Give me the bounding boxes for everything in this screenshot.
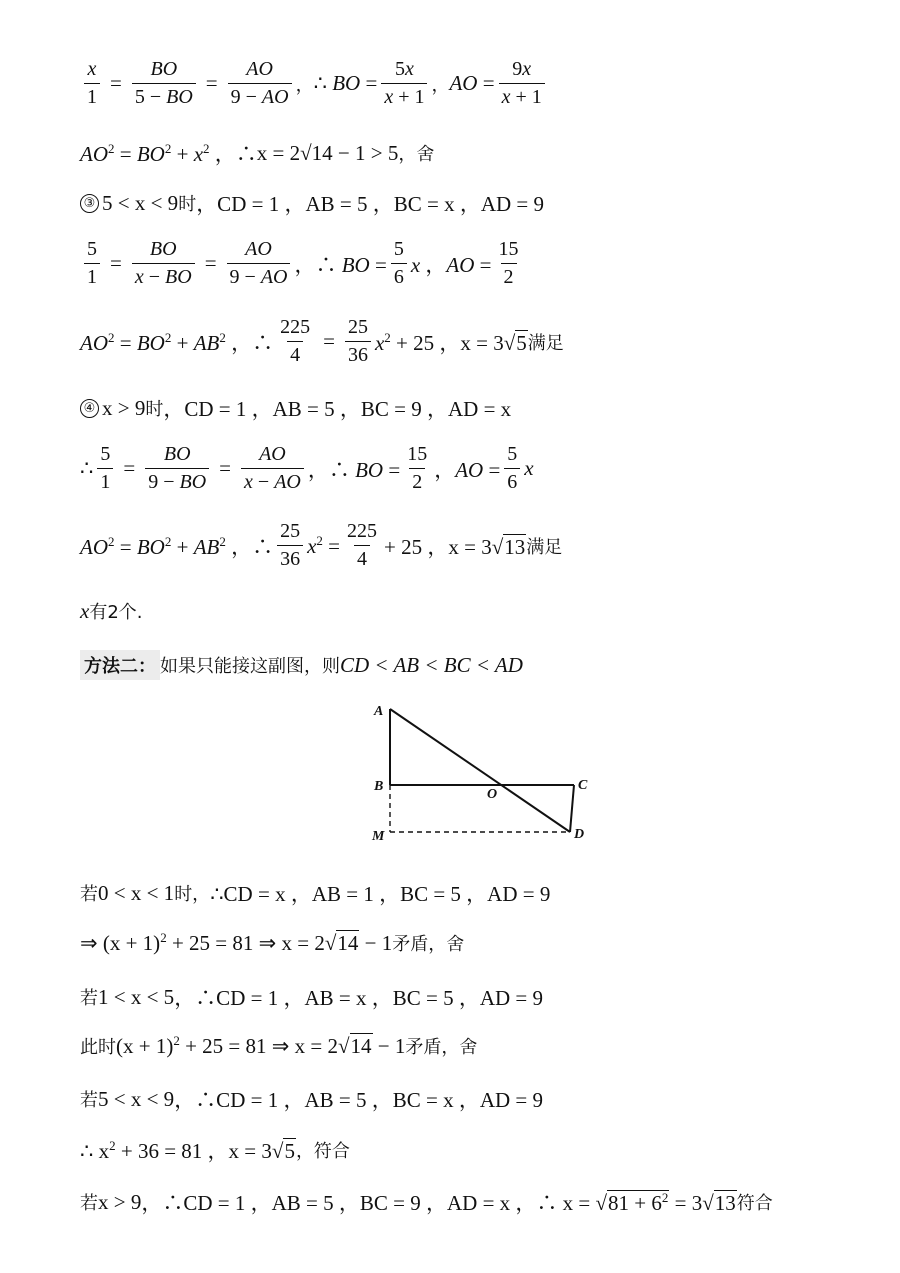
label-o: O <box>487 787 498 802</box>
equation-line-2: $AO^2 = BO^2 + x^2$ ，∴ x = 2√14 − 1 > 5 ，舍 <box>80 140 435 166</box>
label-b: B <box>374 779 384 794</box>
case-4-line: ④ x > 9 时 ，CD = 1 ，AB = 5 ，BC = 9 ，AD = x <box>80 393 880 423</box>
label-m: M <box>372 829 385 844</box>
label-d: D <box>574 827 585 842</box>
method2-case-2: 若 1 < x < 5 ，∴CD = 1 ，AB = x ，BC = 5 ，AD = 9 <box>80 984 543 1010</box>
method2-case-4: 若 x > 9 ，∴CD = 1 ，AB = 5 ，BC = 9 ，AD = x ，∴ $x = √81 + 6^2 = 3√13$ 符合 <box>80 1189 773 1215</box>
equation-line-5: $AO^2 = BO^2 + AB^2$ ，∴ $\frac{225}{4}$ = $\frac{25}{36}$ $x^2 + 25$ ，x = 3√5 满足 <box>80 316 564 366</box>
circled-number: ③ <box>80 194 99 213</box>
segment-cd <box>570 785 574 832</box>
circled-number: ④ <box>80 399 99 418</box>
geometry-diagram <box>360 695 600 845</box>
fraction: $\frac{AO}{9 - AO}$ <box>228 58 292 109</box>
label-a: A <box>374 704 384 719</box>
method-two-heading: 方法二： 如果只能接这副图，则 CD < AB < BC < AD <box>80 650 880 680</box>
method2-case-3-result: ∴ $x^2 + 36 = 81$ ，x = 3√5 ，符合 <box>80 1138 350 1163</box>
equation-line-1: $\frac{x}{1}$ = $\frac{BO}{5 - BO}$ = $\frac{AO}{9 - AO}$ ， ∴ BO = $\frac{5x}{x + 1}$ ， AO = $\frac{9x}{x + 1}$ <box>80 58 880 109</box>
method-badge: 方法二： <box>80 650 160 680</box>
fraction: $\frac{5x}{x + 1}$ <box>381 58 427 109</box>
method2-case-1: 若 0 < x < 1 时， ∴CD = x ，AB = 1 ，BC = 5 ，AD = 9 <box>80 880 551 906</box>
fraction: $\frac{BO}{5 - BO}$ <box>132 58 196 109</box>
segment-ad <box>390 709 570 832</box>
case-3-line: ③ 5 < x < 9 时 ，CD = 1 ，AB = 5 ，BC = x ，AD = 9 <box>80 188 880 218</box>
conclusion-line: x 有2个. <box>80 598 143 623</box>
equation-line-8: $AO^2 = BO^2 + AB^2$ ，∴ $\frac{25}{36}$ $x^2$ = $\frac{225}{4}$ + 25 ，x = 3√13 满足 <box>80 520 563 570</box>
equation-line-4: $\frac{5}{1}$ = $\frac{BO}{x - BO}$ = $\frac{AO}{9 - AO}$ ，∴ BO = $\frac{5}{6}$ x ，AO = $\frac{15}{2}$ <box>80 238 880 289</box>
method2-case-3: 若 5 < x < 9 ，∴CD = 1 ，AB = 5 ，BC = x ，AD = 9 <box>80 1086 543 1112</box>
method2-case-1-result: ⇒ $(x + 1)^2 + 25 = 81$ ⇒ x = 2√14 − 1 矛盾，舍 <box>80 930 465 955</box>
label-c: C <box>578 778 588 793</box>
method2-case-2-result: 此时 $(x + 1)^2 + 25 = 81$ ⇒ x = 2√14 − 1 矛盾，舍 <box>80 1033 478 1058</box>
result-text: x = 2√14 − 1 > 5 <box>256 140 399 165</box>
fraction: $\frac{x}{1}$ <box>84 58 100 109</box>
fraction: $\frac{9x}{x + 1}$ <box>499 58 545 109</box>
equation-line-7: ∴ $\frac{5}{1}$ = $\frac{BO}{9 - BO}$ = $\frac{AO}{x - AO}$ ，∴ BO = $\frac{15}{2}$ ，AO = $\frac{5}{6}$ x <box>80 443 534 493</box>
